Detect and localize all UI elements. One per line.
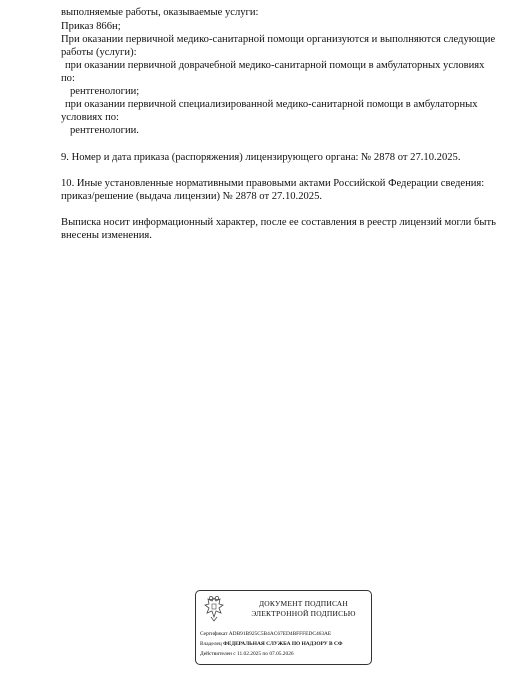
stamp-validity: Действителен с 11.02.2025 по 07.05.2026: [200, 651, 294, 657]
doc-line-specialized: при оказании первичной специализированной медико-санитарной помощи в амбулаторных: [65, 99, 478, 110]
doc-line-item-10: 10. Иные установленные нормативными правовыми актами Российской Федерации сведения:: [61, 178, 485, 189]
stamp-title-line-2: ЭЛЕКТРОННОЙ ПОДПИСЬЮ: [251, 609, 356, 618]
stamp-owner: [200, 641, 343, 648]
doc-line-disclaimer-cont: внесены изменения.: [61, 230, 152, 241]
doc-line-specialized-cont: условиях по:: [61, 112, 119, 123]
stamp-certificate: Сертификат ADB91B925C5B4AC67ED4BFFFEDC463AE: [200, 631, 332, 637]
doc-line-radiology-2: рентгенологии.: [70, 125, 139, 136]
coat-of-arms-icon: [202, 595, 226, 623]
doc-line-order: Приказ 866н;: [61, 21, 121, 32]
doc-line-prehospital: при оказании первичной доврачебной медико-санитарной помощи в амбулаторных условиях: [65, 60, 485, 71]
doc-line-intro: При оказании первичной медико-санитарной помощи организуются и выполняются следующие: [61, 34, 496, 45]
doc-line-works: выполняемые работы, оказываемые услуги:: [61, 7, 259, 18]
doc-line-item-9: 9. Номер и дата приказа (распоряжения) лицензирующего органа: № 2878 от 27.10.2025.: [61, 152, 461, 163]
stamp-owner-value: ФЕДЕРАЛЬНАЯ СЛУЖБА ПО НАДЗОРУ В СФ: [223, 641, 343, 647]
stamp-title: [236, 599, 371, 619]
doc-line-radiology-1: рентгенологии;: [70, 86, 140, 97]
doc-line-disclaimer: Выписка носит информационный характер, после ее составления в реестр лицензий могли быть: [61, 217, 496, 228]
doc-line-item-10-cont: приказ/решение (выдача лицензии) № 2878 от 27.10.2025.: [61, 191, 323, 202]
doc-line-prehospital-cont: по:: [61, 73, 75, 84]
stamp-owner-label: Владелец: [200, 641, 222, 647]
stamp-title-line-1: ДОКУМЕНТ ПОДПИСАН: [258, 599, 349, 608]
doc-line-intro-cont: работы (услуги):: [61, 47, 137, 58]
e-signature-stamp: [195, 590, 372, 665]
page-watermark: ·: [514, 667, 515, 671]
